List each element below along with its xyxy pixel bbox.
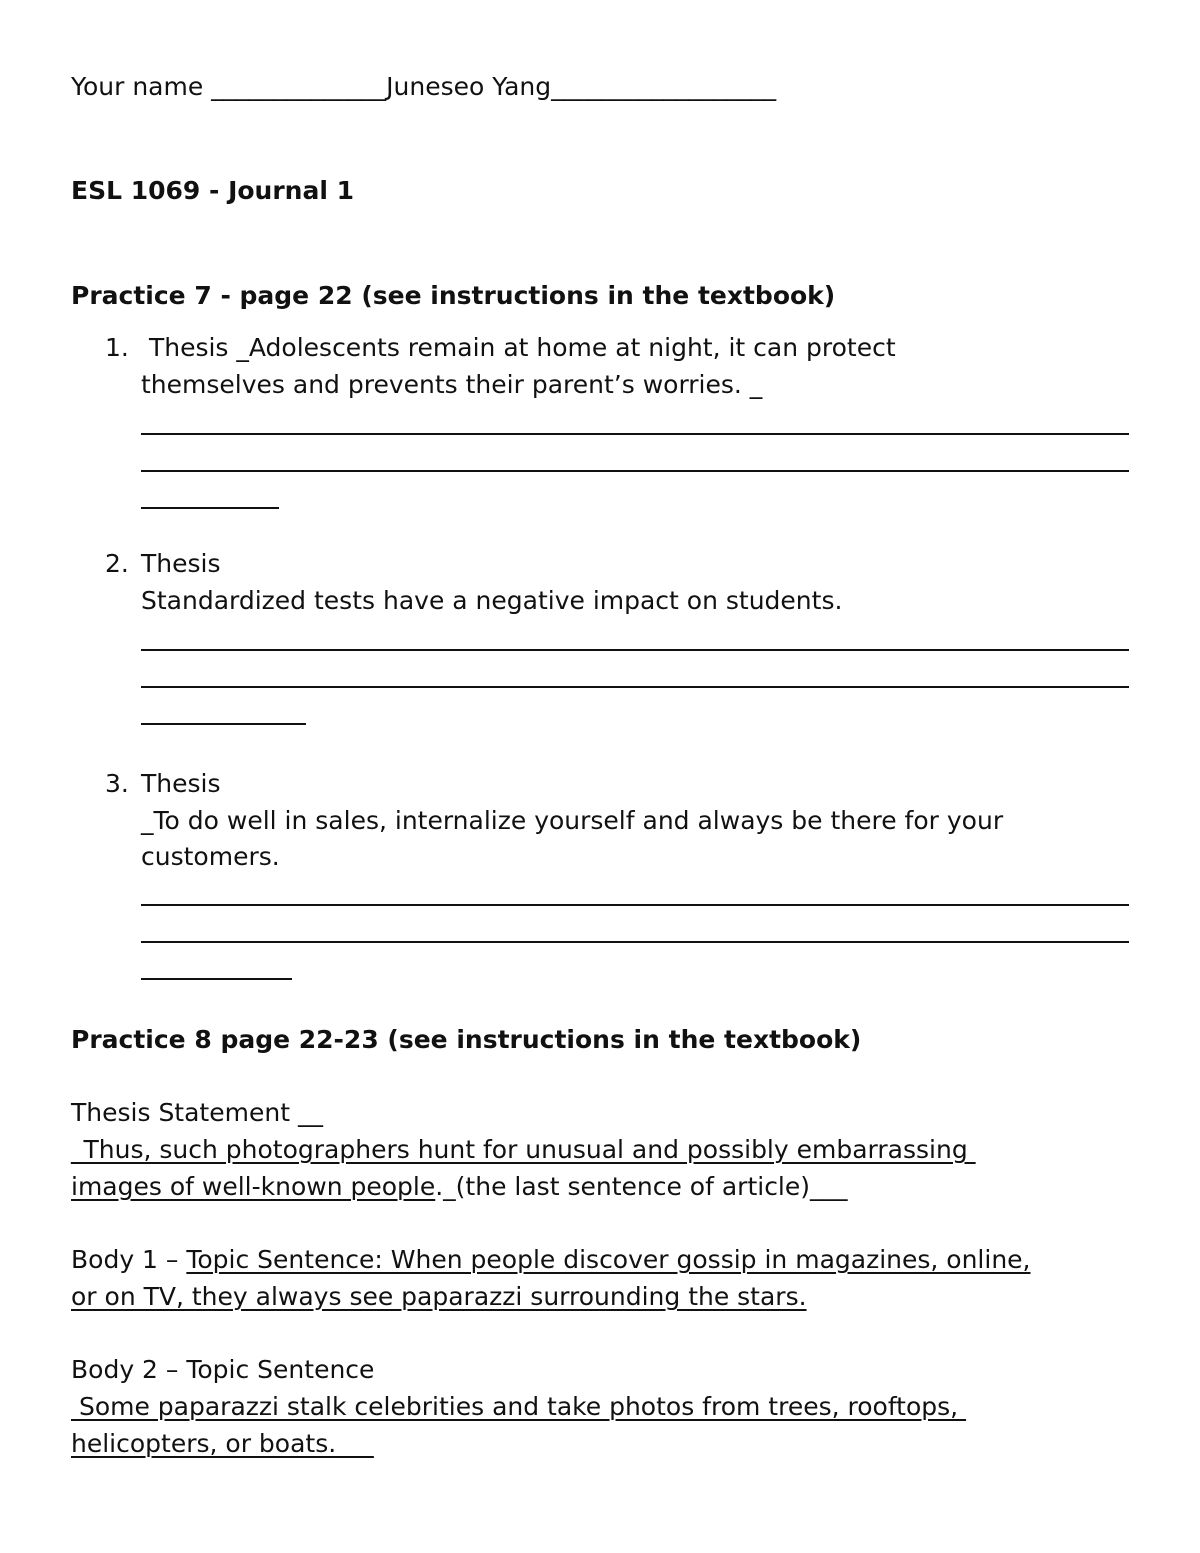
practice8-heading: Practice 8 page 22-23 (see instructions in the textbook) — [71, 1025, 862, 1054]
item-number: 3. — [105, 769, 129, 798]
student-name: Juneseo Yang — [386, 72, 552, 101]
answer-rule — [141, 649, 1129, 651]
item3-thesis-line1: _To do well in sales, internalize yourself and always be there for your — [141, 806, 1004, 835]
answer-rule — [141, 470, 1129, 472]
item-number: 2. — [105, 549, 129, 578]
answer-rule — [141, 723, 306, 725]
item3-thesis-line2: customers. — [141, 842, 280, 871]
body2-label: Body 2 – Topic Sentence — [71, 1355, 375, 1384]
item-number: 1. — [105, 333, 129, 362]
thesis-statement-line2 — [71, 1172, 848, 1202]
thesis-statement-note: ._(the last sentence of article)___ — [435, 1172, 848, 1201]
item1-thesis-line2: themselves and prevents their parent’s worries. _ — [141, 370, 763, 399]
name-blank-after: __________________ — [551, 72, 777, 101]
item1-thesis-line1: Thesis _Adolescents remain at home at night, it can protect — [141, 333, 896, 362]
name-blank-before: ______________ — [211, 72, 387, 101]
thesis-statement-line1: _Thus, such photographers hunt for unusual and possibly embarrassing — [71, 1135, 976, 1164]
body1-row — [71, 1245, 1031, 1275]
body2-topic-line1: Some paparazzi stalk celebrities and take photos from trees, rooftops, — [71, 1392, 967, 1421]
thesis-statement-underlined: images of well-known people — [71, 1172, 436, 1201]
course-title: ESL 1069 - Journal 1 — [71, 176, 355, 205]
answer-rule — [141, 433, 1129, 435]
body1-topic-line1: Topic Sentence: When people discover gossip in magazines, online, — [186, 1245, 1031, 1274]
item3-thesis-label: Thesis — [141, 769, 221, 798]
answer-rule — [141, 904, 1129, 906]
answer-rule — [141, 978, 292, 980]
body2-topic-line2: helicopters, or boats.___ — [71, 1429, 374, 1458]
thesis-statement-label: Thesis Statement __ — [71, 1098, 323, 1127]
body1-label: Body 1 – — [71, 1245, 187, 1274]
body1-topic-line2: or on TV, they always see paparazzi surrounding the stars. — [71, 1282, 807, 1311]
item2-thesis-label: Thesis — [141, 549, 221, 578]
item2-thesis-text: Standardized tests have a negative impact on students. — [141, 586, 843, 615]
answer-rule — [141, 686, 1129, 688]
answer-rule — [141, 941, 1129, 943]
name-label: Your name — [71, 72, 212, 101]
name-row — [71, 72, 776, 102]
practice7-heading: Practice 7 - page 22 (see instructions in the textbook) — [71, 281, 836, 310]
answer-rule — [141, 507, 279, 509]
